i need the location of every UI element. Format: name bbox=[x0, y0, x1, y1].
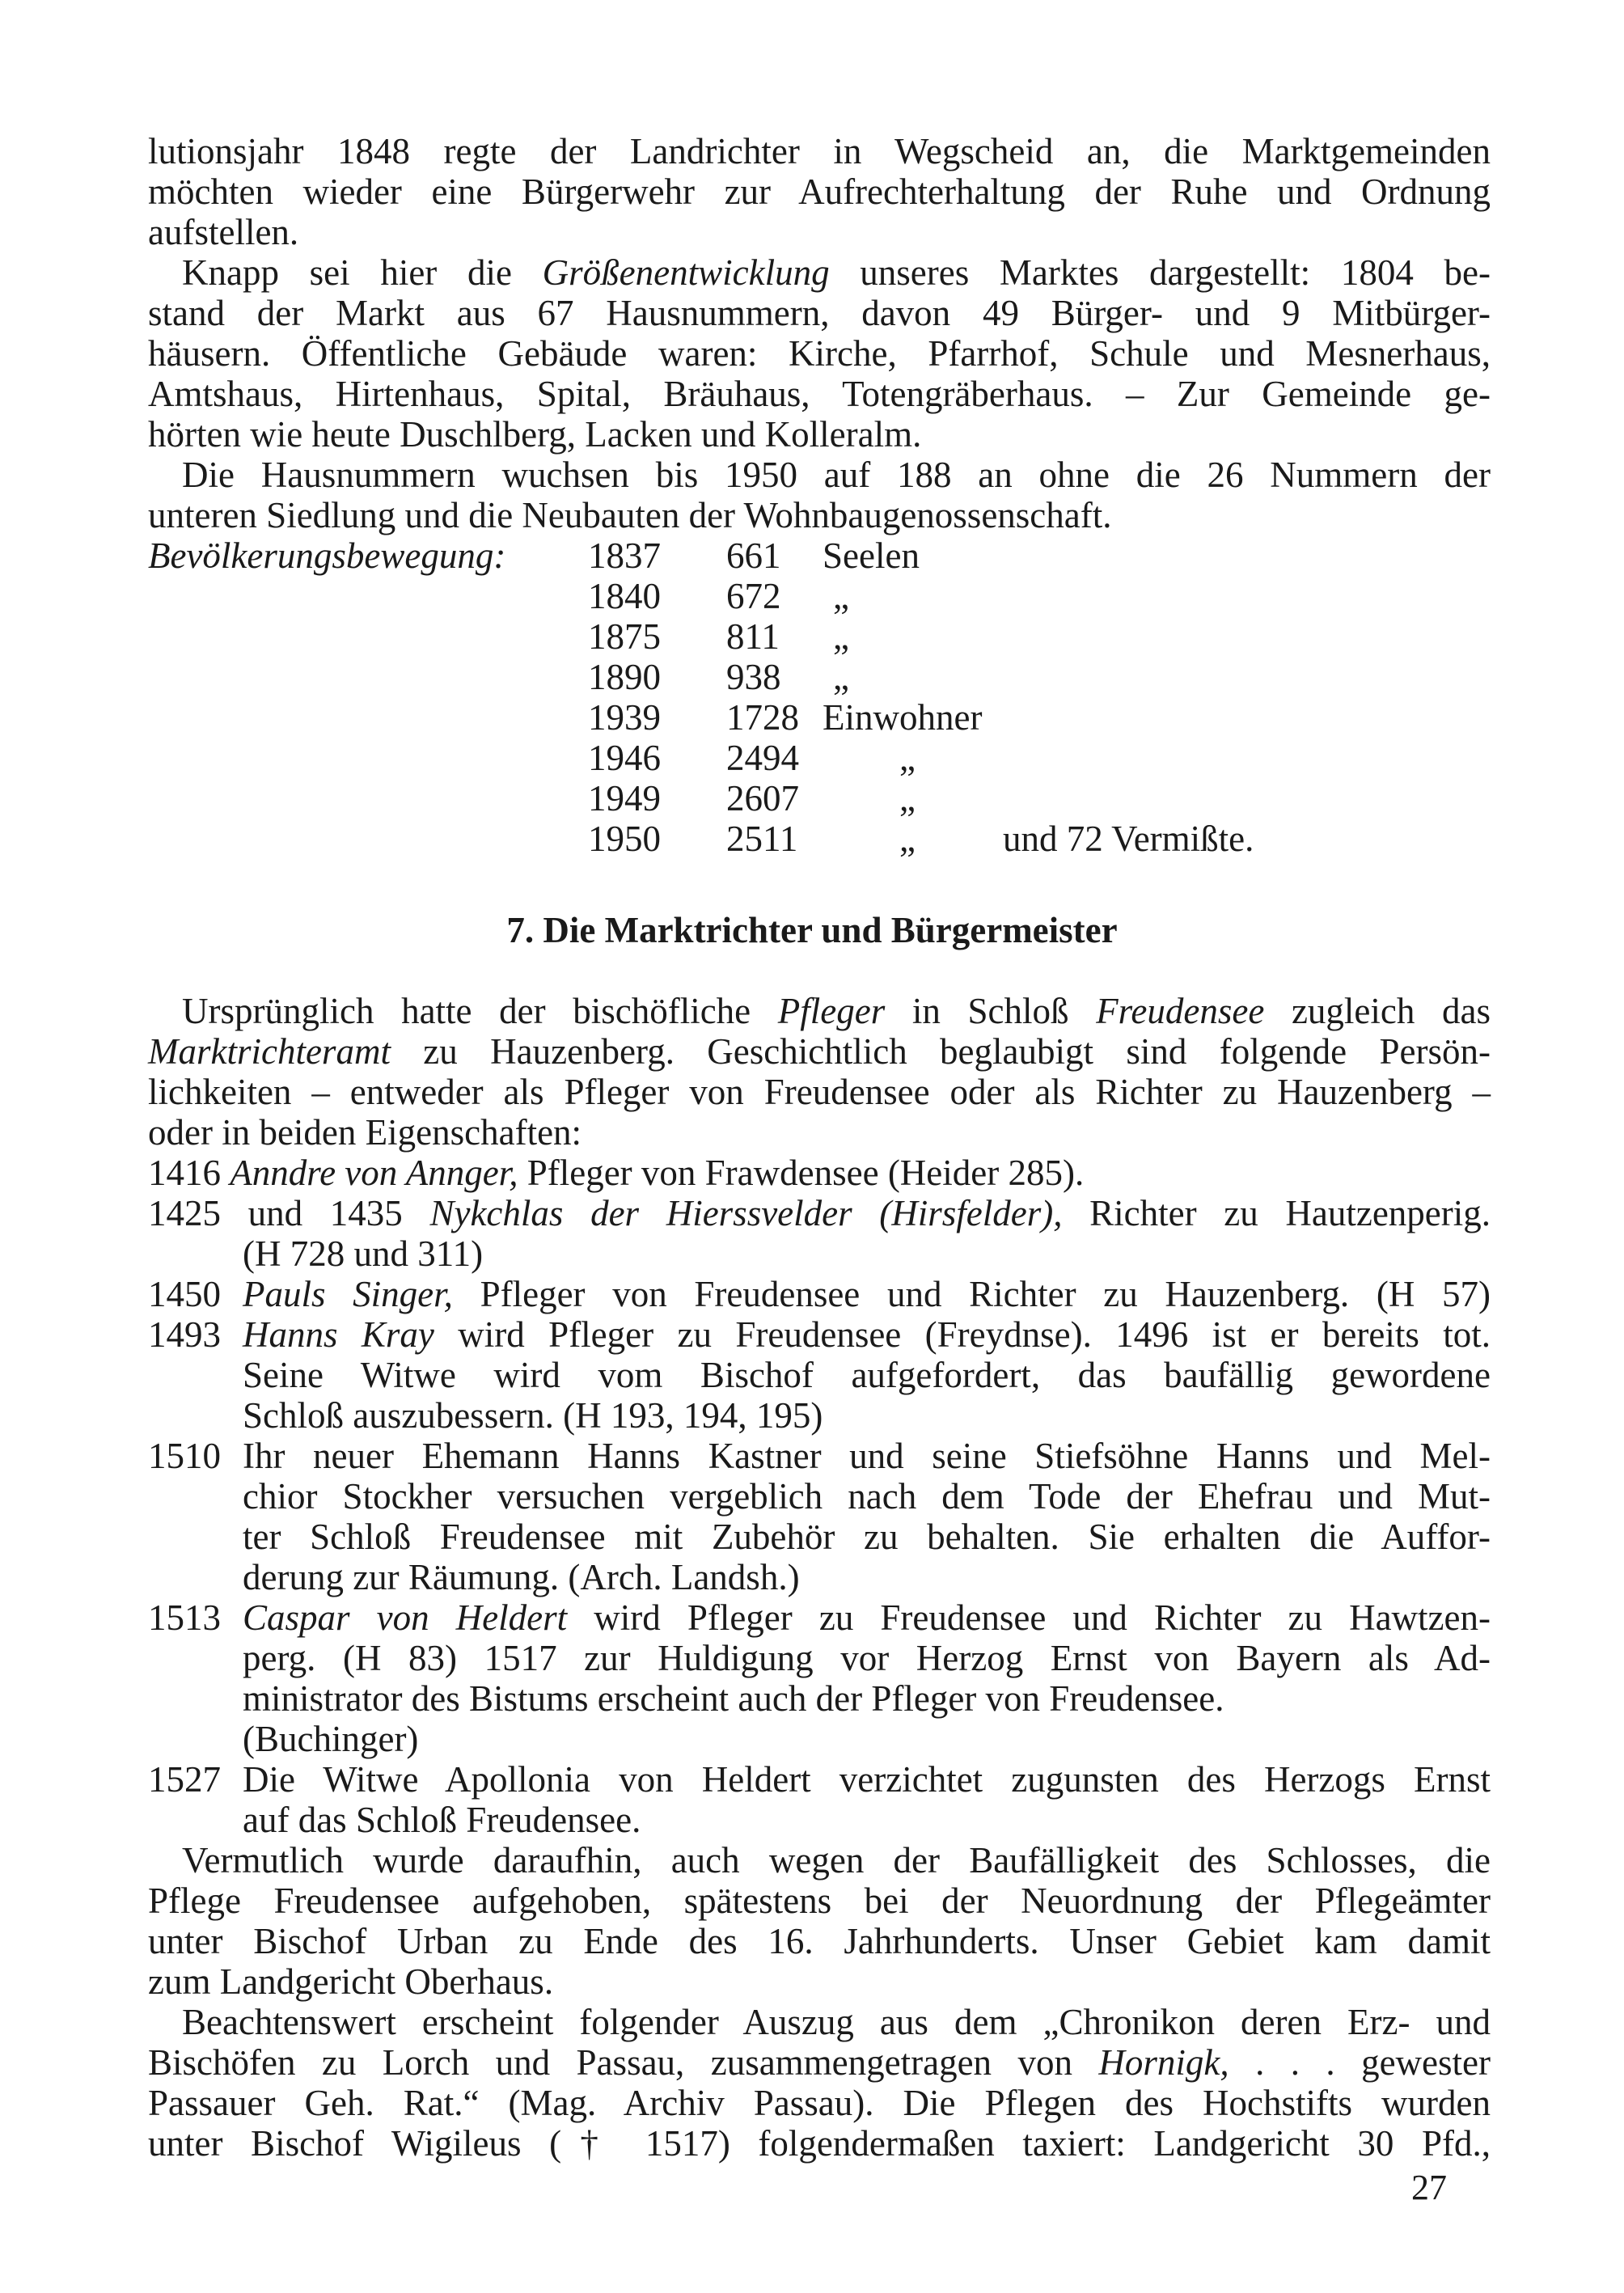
text-line: Ursprünglich hatte der bischöfliche Pfleger in Schloß Freudensee zugleich das bbox=[182, 991, 1491, 1031]
text-line: Knapp sei hier die Größenentwicklung unseres Marktes dargestellt: 1804 be- bbox=[182, 252, 1491, 293]
list-item-continuation: (H 728 und 311) bbox=[243, 1233, 484, 1274]
list-item: Pauls Singer, Pfleger von Freudensee und Richter zu Hauzenberg. (H 57) bbox=[243, 1274, 1491, 1314]
population-count: 811 bbox=[726, 616, 780, 657]
text-line: möchten wieder eine Bürgerwehr zur Aufrechterhaltung der Ruhe und Ordnung bbox=[148, 171, 1491, 212]
population-ditto: „ bbox=[899, 778, 916, 819]
entry-year: 1510 bbox=[148, 1436, 221, 1476]
text-line: häusern. Öffentliche Gebäude waren: Kirche, Pfarrhof, Schule und Mesnerhaus, bbox=[148, 333, 1491, 374]
entry-year: 1450 bbox=[148, 1274, 221, 1314]
population-count: 1728 bbox=[726, 697, 799, 738]
population-year: 1950 bbox=[588, 819, 661, 859]
entry-year: 1493 bbox=[148, 1314, 221, 1355]
list-item: 1416 Anndre von Annger, Pfleger von Frawdensee (Heider 285). bbox=[148, 1153, 1085, 1193]
text-line: Vermutlich wurde daraufhin, auch wegen der Baufälligkeit des Schlosses, die bbox=[182, 1840, 1491, 1881]
text-line: lutionsjahr 1848 regte der Landrichter in Wegscheid an, die Marktgemeinden bbox=[148, 131, 1491, 171]
text-line: Beachtenswert erscheint folgender Auszug aus dem „Chronikon deren Erz- und bbox=[182, 2002, 1491, 2042]
text-line: hörten wie heute Duschlberg, Lacken und Kolleralm. bbox=[148, 414, 922, 455]
population-ditto: „ bbox=[899, 819, 916, 859]
population-ditto: „ bbox=[833, 657, 849, 697]
entry-year: 1513 bbox=[148, 1597, 221, 1638]
list-item: Ihr neuer Ehemann Hanns Kastner und seine Stiefsöhne Hanns und Mel- bbox=[243, 1436, 1491, 1476]
list-item: Die Witwe Apollonia von Heldert verzichtet zugunsten des Herzogs Ernst bbox=[243, 1759, 1491, 1800]
list-item-continuation: derung zur Räumung. (Arch. Landsh.) bbox=[243, 1557, 800, 1597]
text-line: Passauer Geh. Rat.“ (Mag. Archiv Passau). Die Pflegen des Hochstifts wurden bbox=[148, 2083, 1491, 2123]
text-line: Die Hausnummern wuchsen bis 1950 auf 188 an ohne die 26 Nummern der bbox=[182, 455, 1491, 495]
population-year: 1890 bbox=[588, 657, 661, 697]
population-year: 1837 bbox=[588, 535, 661, 576]
list-item-continuation: auf das Schloß Freudensee. bbox=[243, 1800, 641, 1840]
population-count: 672 bbox=[726, 576, 781, 616]
population-note: und 72 Vermißte. bbox=[1003, 819, 1254, 859]
population-ditto: „ bbox=[833, 616, 849, 657]
text-line: lichkeiten – entweder als Pfleger von Freudensee oder als Richter zu Hauzenberg – bbox=[148, 1072, 1491, 1112]
text-line: stand der Markt aus 67 Hausnummern, davon 49 Bürger- und 9 Mitbürger- bbox=[148, 293, 1491, 333]
population-year: 1949 bbox=[588, 778, 661, 819]
list-item-continuation: Schloß auszubessern. (H 193, 194, 195) bbox=[243, 1395, 823, 1436]
population-label: Bevölkerungsbewegung: bbox=[148, 535, 506, 576]
list-item: Caspar von Heldert wird Pfleger zu Freudensee und Richter zu Hawtzen- bbox=[243, 1597, 1491, 1638]
text-line: Amtshaus, Hirtenhaus, Spital, Bräuhaus, Totengräberhaus. – Zur Gemeinde ge- bbox=[148, 374, 1491, 414]
italic-term: Größenentwicklung bbox=[542, 252, 830, 293]
text-line: Pflege Freudensee aufgehoben, spätestens bei der Neuordnung der Pflegeämter bbox=[148, 1881, 1491, 1921]
section-heading: 7. Die Marktrichter und Bürgermeister bbox=[506, 910, 1118, 950]
text-line: Bischöfen zu Lorch und Passau, zusammengetragen von Hornigk, . . . gewester bbox=[148, 2042, 1491, 2083]
population-unit: Seelen bbox=[823, 535, 920, 576]
list-item-continuation: chior Stockher versuchen vergeblich nach dem Tode der Ehefrau und Mut- bbox=[243, 1476, 1491, 1517]
population-count: 938 bbox=[726, 657, 781, 697]
list-item-continuation: perg. (H 83) 1517 zur Huldigung vor Herzog Ernst von Bayern als Ad- bbox=[243, 1638, 1491, 1678]
text-line: unteren Siedlung und die Neubauten der Wohnbaugenossenschaft. bbox=[148, 495, 1112, 535]
population-count: 661 bbox=[726, 535, 781, 576]
list-item-continuation: Seine Witwe wird vom Bischof aufgefordert, das baufällig gewordene bbox=[243, 1355, 1491, 1395]
list-item-continuation: (Buchinger) bbox=[243, 1719, 419, 1759]
list-item: Hanns Kray wird Pfleger zu Freudensee (Freydnse). 1496 ist er bereits tot. bbox=[243, 1314, 1491, 1355]
text-line: unter Bischof Urban zu Ende des 16. Jahrhunderts. Unser Gebiet kam damit bbox=[148, 1921, 1491, 1961]
population-count: 2494 bbox=[726, 738, 799, 778]
population-year: 1946 bbox=[588, 738, 661, 778]
list-item-continuation: ministrator des Bistums erscheint auch der Pfleger von Freudensee. bbox=[243, 1678, 1224, 1719]
population-year: 1875 bbox=[588, 616, 661, 657]
text-line: zum Landgericht Oberhaus. bbox=[148, 1961, 554, 2002]
population-year: 1939 bbox=[588, 697, 661, 738]
text-line: aufstellen. bbox=[148, 212, 299, 252]
population-count: 2607 bbox=[726, 778, 799, 819]
page-number: 27 bbox=[1411, 2168, 1447, 2207]
text-line: unter Bischof Wigileus († 1517) folgendermaßen taxiert: Landgericht 30 Pfd., bbox=[148, 2123, 1491, 2164]
list-item: 1425 und 1435 Nykchlas der Hierssvelder (Hirsfelder), Richter zu Hautzenperig. bbox=[148, 1193, 1491, 1233]
population-unit: Einwohner bbox=[823, 697, 983, 738]
list-item-continuation: ter Schloß Freudensee mit Zubehör zu behalten. Sie erhalten die Auffor- bbox=[243, 1517, 1491, 1557]
text-line: oder in beiden Eigenschaften: bbox=[148, 1112, 582, 1153]
population-year: 1840 bbox=[588, 576, 661, 616]
entry-year: 1527 bbox=[148, 1759, 221, 1800]
population-ditto: „ bbox=[899, 738, 916, 778]
text-line: Marktrichteramt zu Hauzenberg. Geschichtlich beglaubigt sind folgende Persön- bbox=[148, 1031, 1491, 1072]
population-count: 2511 bbox=[726, 819, 798, 859]
population-ditto: „ bbox=[833, 576, 849, 616]
